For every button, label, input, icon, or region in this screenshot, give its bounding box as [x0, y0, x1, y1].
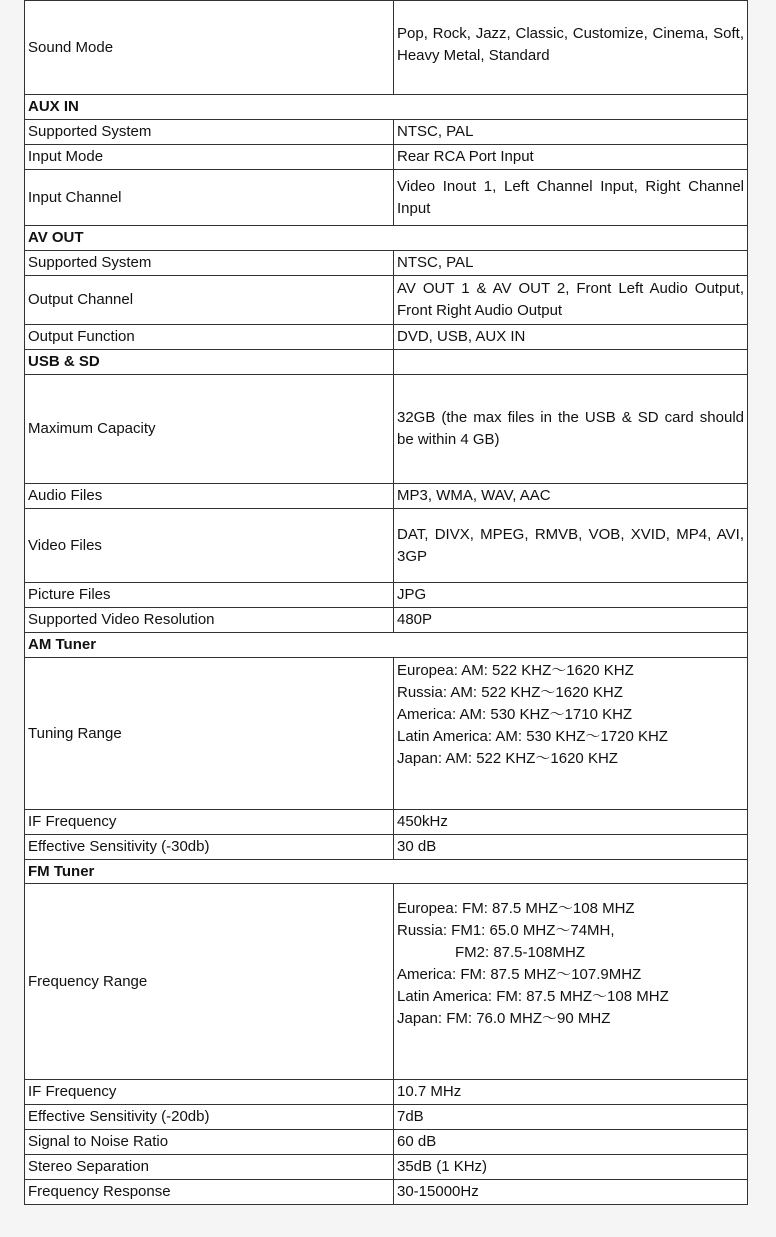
- row-label: IF Frequency: [25, 1080, 394, 1105]
- range-line: Latin America: FM: 87.5 MHZ～108 MHZ: [397, 988, 669, 1005]
- empty-cell: [394, 350, 748, 375]
- row-label: Input Channel: [25, 170, 394, 226]
- section-header-aux-in: [25, 95, 748, 120]
- row-label: Signal to Noise Ratio: [25, 1130, 394, 1155]
- table-row: [25, 810, 748, 835]
- table-row: [25, 325, 748, 350]
- range-line: Japan: AM: 522 KHZ～1620 KHZ: [397, 750, 618, 767]
- row-value: [394, 884, 748, 1080]
- table-row: [25, 608, 748, 633]
- spec-table: [24, 0, 748, 1205]
- row-label: Maximum Capacity: [25, 375, 394, 484]
- section-header-am-tuner: [25, 633, 748, 658]
- row-value: 30 dB: [394, 835, 748, 860]
- table-row: [25, 509, 748, 583]
- table-row: [25, 1180, 748, 1205]
- row-label: Picture Files: [25, 583, 394, 608]
- row-value: 450kHz: [394, 810, 748, 835]
- row-value: 7dB: [394, 1105, 748, 1130]
- section-header-usb-sd: [25, 350, 748, 375]
- row-label: Supported System: [25, 251, 394, 276]
- section-header-fm-tuner: [25, 860, 748, 884]
- row-value: 60 dB: [394, 1130, 748, 1155]
- table-row: [25, 484, 748, 509]
- table-row: [25, 276, 748, 325]
- table-row: [25, 170, 748, 226]
- range-line: America: AM: 530 KHZ～1710 KHZ: [397, 706, 633, 723]
- table-row: [25, 1080, 748, 1105]
- row-value: Video Inout 1, Left Channel Input, Right Channel Input: [394, 170, 748, 226]
- table-row: [25, 1155, 748, 1180]
- row-value: MP3, WMA, WAV, AAC: [394, 484, 748, 509]
- row-label: IF Frequency: [25, 810, 394, 835]
- row-value: [394, 658, 748, 810]
- row-value: DAT, DIVX, MPEG, RMVB, VOB, XVID, MP4, AVI, 3GP: [394, 509, 748, 583]
- row-value: Rear RCA Port Input: [394, 145, 748, 170]
- row-value: 10.7 MHz: [394, 1080, 748, 1105]
- row-value: 30-15000Hz: [394, 1180, 748, 1205]
- row-value: 32GB (the max files in the USB & SD card should be within 4 GB): [394, 375, 748, 484]
- row-value: Pop, Rock, Jazz, Classic, Customize, Cinema, Soft, Heavy Metal, Standard: [394, 1, 748, 95]
- row-value: DVD, USB, AUX IN: [394, 325, 748, 350]
- table-row: [25, 835, 748, 860]
- row-label: Frequency Response: [25, 1180, 394, 1205]
- row-value: JPG: [394, 583, 748, 608]
- table-row: [25, 658, 748, 810]
- range-line: America: FM: 87.5 MHZ～107.9MHZ: [397, 966, 642, 983]
- row-value: AV OUT 1 & AV OUT 2, Front Left Audio Output, Front Right Audio Output: [394, 276, 748, 325]
- range-line: Latin America: AM: 530 KHZ～1720 KHZ: [397, 728, 668, 745]
- range-line: Europea: FM: 87.5 MHZ～108 MHZ: [397, 900, 635, 917]
- section-title: FM Tuner: [25, 860, 748, 884]
- table-row: [25, 375, 748, 484]
- row-label: Input Mode: [25, 145, 394, 170]
- table-row: [25, 1130, 748, 1155]
- table-row: [25, 583, 748, 608]
- row-value: 480P: [394, 608, 748, 633]
- section-title: USB & SD: [25, 350, 394, 375]
- section-title: AUX IN: [25, 95, 748, 120]
- row-label: Stereo Separation: [25, 1155, 394, 1180]
- row-label: Tuning Range: [25, 658, 394, 810]
- row-label: Effective Sensitivity (-20db): [25, 1105, 394, 1130]
- table-row: [25, 120, 748, 145]
- range-line: Russia: AM: 522 KHZ～1620 KHZ: [397, 684, 623, 701]
- range-line: Europea: AM: 522 KHZ～1620 KHZ: [397, 662, 634, 679]
- range-line: Russia: FM1: 65.0 MHZ～74MH,: [397, 922, 615, 939]
- row-value: NTSC, PAL: [394, 120, 748, 145]
- row-value: 35dB (1 KHz): [394, 1155, 748, 1180]
- section-title: AV OUT: [25, 226, 748, 251]
- row-label: Frequency Range: [25, 884, 394, 1080]
- row-label: Supported System: [25, 120, 394, 145]
- row-label: Output Function: [25, 325, 394, 350]
- range-line: Japan: FM: 76.0 MHZ～90 MHZ: [397, 1010, 611, 1027]
- row-label: Audio Files: [25, 484, 394, 509]
- table-row: [25, 1, 748, 95]
- row-label: Video Files: [25, 509, 394, 583]
- table-row: [25, 884, 748, 1080]
- table-row: [25, 251, 748, 276]
- row-label: Effective Sensitivity (-30db): [25, 835, 394, 860]
- range-line: FM2: 87.5-108MHZ: [455, 944, 586, 961]
- row-label: Output Channel: [25, 276, 394, 325]
- section-title: AM Tuner: [25, 633, 748, 658]
- row-value: NTSC, PAL: [394, 251, 748, 276]
- row-label: Supported Video Resolution: [25, 608, 394, 633]
- table-row: [25, 1105, 748, 1130]
- section-header-av-out: [25, 226, 748, 251]
- row-label: Sound Mode: [25, 1, 394, 95]
- table-row: [25, 145, 748, 170]
